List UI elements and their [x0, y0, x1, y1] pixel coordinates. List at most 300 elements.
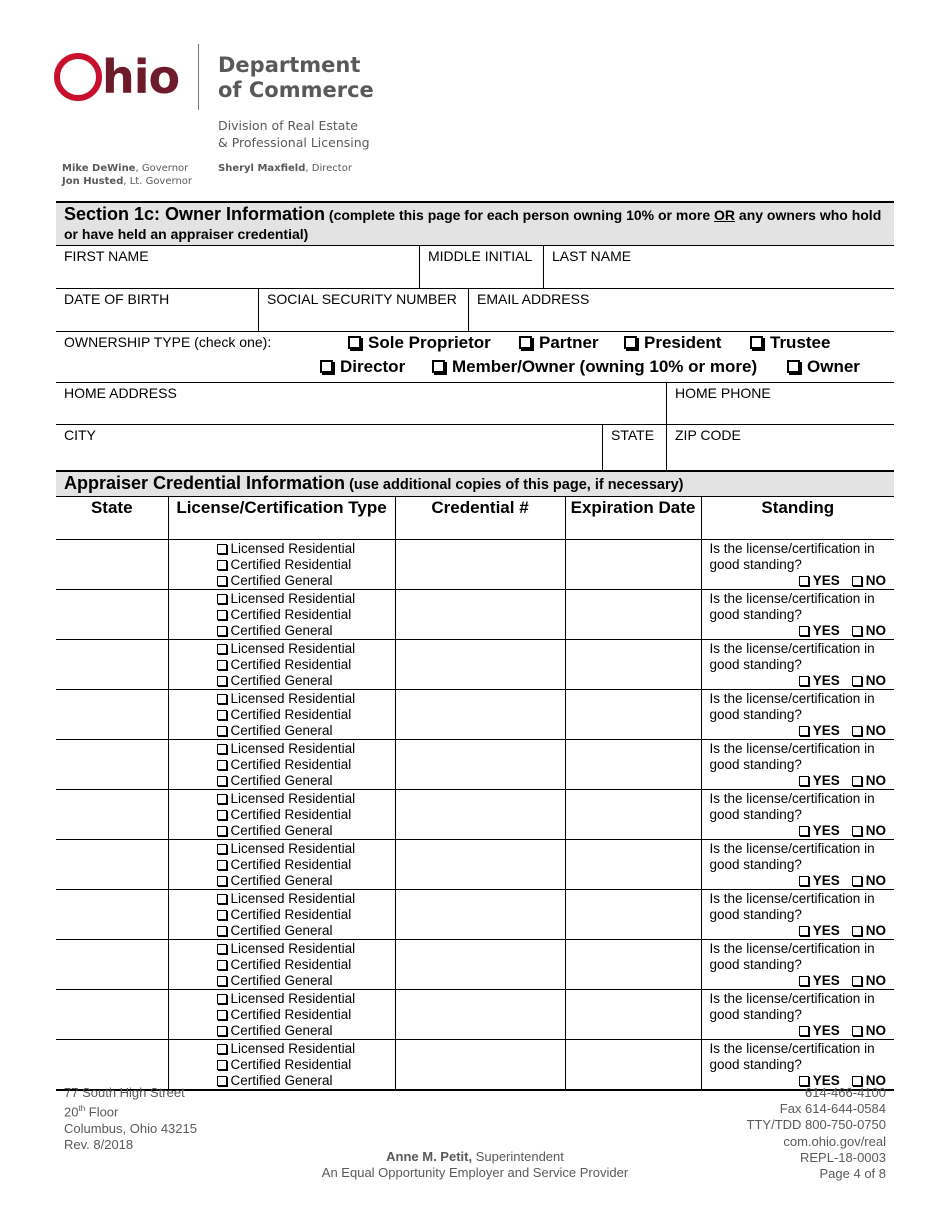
credential-type-cell [168, 589, 395, 639]
ownership-option-label: Partner [539, 333, 599, 352]
home-phone-field[interactable] [666, 383, 894, 424]
license-type-label: Licensed Residential [230, 690, 356, 706]
license-type-label: Certified General [230, 872, 333, 888]
checkbox-icon [217, 560, 227, 570]
standing-question: Is the license/certification in good standing? [709, 590, 875, 622]
standing-cell [701, 989, 894, 1039]
standing-yes-no [710, 623, 891, 639]
license-type-label: Licensed Residential [230, 890, 356, 906]
owner-information-form [56, 201, 894, 1091]
footer-floor-word: Floor [85, 1104, 119, 1120]
standing-yes-no [710, 1023, 891, 1039]
middle-initial-field[interactable] [419, 246, 543, 288]
license-type-option[interactable] [217, 1057, 391, 1073]
standing-cell [701, 689, 894, 739]
license-type-option[interactable] [217, 557, 391, 573]
footer-address [64, 1085, 197, 1153]
ohio-logo-text: hio [102, 50, 180, 104]
standing-yes-label: YES [812, 872, 840, 888]
expiration-date-cell[interactable] [565, 839, 701, 889]
license-type-option[interactable] [217, 691, 391, 707]
footer-page-number: Page 4 of 8 [819, 1166, 886, 1182]
ownership-member-owner-checkbox[interactable] [432, 357, 757, 377]
credential-row [56, 589, 894, 639]
credential-state-cell[interactable] [56, 989, 168, 1039]
standing-no-label: NO [865, 572, 886, 588]
standing-yes-no [710, 723, 891, 739]
standing-yes-checkbox[interactable] [799, 926, 809, 936]
credential-state-cell[interactable] [56, 939, 168, 989]
expiration-date-cell[interactable] [565, 739, 701, 789]
standing-cell [701, 839, 894, 889]
license-type-label: Licensed Residential [230, 990, 356, 1006]
credential-number-cell[interactable] [395, 739, 565, 789]
credential-state-cell[interactable] [56, 789, 168, 839]
checkbox-icon [320, 360, 333, 373]
license-type-label: Certified General [230, 972, 333, 988]
checkbox-icon [787, 360, 800, 373]
expiration-date-cell[interactable] [565, 989, 701, 1039]
license-type-option[interactable] [217, 541, 391, 557]
checkbox-icon [217, 660, 227, 670]
standing-yes-label: YES [812, 572, 840, 588]
license-type-label: Certified Residential [230, 756, 352, 772]
standing-question: Is the license/certification in good standing? [709, 690, 875, 722]
standing-cell [701, 1039, 894, 1090]
standing-yes-checkbox[interactable] [799, 976, 809, 986]
city-field[interactable] [56, 425, 602, 470]
standing-yes-label: YES [812, 922, 840, 938]
license-type-label: Certified General [230, 572, 333, 588]
department-line-2: of Commerce [218, 78, 374, 102]
license-type-label: Certified Residential [230, 956, 352, 972]
standing-no-checkbox[interactable] [852, 626, 862, 636]
ssn-field[interactable] [258, 289, 468, 331]
standing-question: Is the license/certification in good standing? [709, 840, 875, 872]
footer-contact [747, 1085, 886, 1182]
credential-number-cell[interactable] [395, 639, 565, 689]
checkbox-icon [217, 876, 227, 886]
license-type-label: Certified General [230, 922, 333, 938]
standing-yes-checkbox[interactable] [799, 726, 809, 736]
checkbox-icon [624, 336, 637, 349]
license-type-label: Licensed Residential [230, 940, 356, 956]
checkbox-icon [217, 826, 227, 836]
license-type-option[interactable] [217, 873, 391, 889]
standing-no-checkbox[interactable] [852, 876, 862, 886]
footer-floor-suffix: th [78, 1104, 86, 1114]
credential-number-cell[interactable] [395, 839, 565, 889]
expiration-date-cell[interactable] [565, 939, 701, 989]
section-subtitle-a: (complete this page for each person owning 10% or more [325, 207, 715, 223]
zip-code-label: ZIP CODE [675, 427, 741, 443]
license-type-label: Licensed Residential [230, 790, 356, 806]
expiration-date-cell[interactable] [565, 639, 701, 689]
footer-address-line-3: Columbus, Ohio 43215 [64, 1120, 197, 1136]
license-type-option[interactable] [217, 841, 391, 857]
standing-yes-no [710, 823, 891, 839]
standing-no-checkbox[interactable] [852, 676, 862, 686]
credential-section-title: Appraiser Credential Information [64, 473, 346, 493]
standing-yes-label: YES [812, 622, 840, 638]
last-name-field[interactable] [543, 246, 894, 288]
credential-type-cell [168, 889, 395, 939]
checkbox-icon [519, 336, 532, 349]
license-type-label: Certified Residential [230, 556, 352, 572]
department-line-1: Department [218, 53, 361, 77]
standing-no-checkbox[interactable] [852, 1026, 862, 1036]
lt-governor-name: Jon Husted [62, 175, 124, 187]
ownership-partner-checkbox[interactable] [519, 333, 599, 353]
footer-floor-number: 20 [64, 1104, 79, 1120]
standing-cell [701, 539, 894, 589]
license-type-option[interactable] [217, 807, 391, 823]
ownership-option-label: Member/Owner (owning 10% or more) [452, 357, 758, 376]
address-row [56, 382, 894, 425]
credential-row [56, 789, 894, 839]
expiration-date-cell[interactable] [565, 889, 701, 939]
standing-no-label: NO [865, 1072, 886, 1088]
checkbox-icon [217, 710, 227, 720]
footer-address-line-1: 77 South High Street [64, 1085, 185, 1100]
standing-question: Is the license/certification in good standing? [709, 540, 875, 572]
state-field[interactable] [602, 425, 666, 470]
dob-row [56, 289, 894, 332]
checkbox-icon [217, 610, 227, 620]
middle-initial-label: MIDDLE INITIAL [428, 248, 533, 264]
column-header-expiration-date: Expiration Date [565, 497, 701, 539]
last-name-label: LAST NAME [552, 248, 632, 264]
standing-yes-checkbox[interactable] [799, 1026, 809, 1036]
credential-state-cell[interactable] [56, 539, 168, 589]
standing-no-checkbox[interactable] [852, 926, 862, 936]
expiration-date-cell[interactable] [565, 789, 701, 839]
checkbox-icon [217, 744, 227, 754]
credential-row [56, 939, 894, 989]
license-type-label: Certified Residential [230, 1056, 352, 1072]
footer-website[interactable]: com.ohio.gov/real [783, 1133, 886, 1149]
standing-yes-no [710, 973, 891, 989]
credential-type-cell [168, 939, 395, 989]
standing-no-checkbox[interactable] [852, 576, 862, 586]
standing-no-label: NO [865, 972, 886, 988]
standing-no-checkbox[interactable] [852, 976, 862, 986]
footer-address-line-2 [64, 1101, 197, 1121]
city-row [56, 425, 894, 470]
footer-form-number: REPL-18-0003 [800, 1149, 886, 1165]
license-type-label: Certified General [230, 1022, 333, 1038]
superintendent-title: Superintendent [472, 1149, 564, 1164]
column-header-license-type: License/Certification Type [168, 497, 395, 539]
checkbox-icon [217, 726, 227, 736]
standing-no-checkbox[interactable] [852, 776, 862, 786]
home-phone-label: HOME PHONE [675, 385, 771, 401]
name-row [56, 246, 894, 289]
column-header-state: State [90, 498, 133, 517]
standing-yes-checkbox[interactable] [799, 576, 809, 586]
credential-row [56, 639, 894, 689]
ownership-president-checkbox[interactable] [624, 333, 721, 353]
credential-state-cell[interactable] [56, 739, 168, 789]
first-name-label: FIRST NAME [64, 248, 149, 264]
credential-number-cell[interactable] [395, 539, 565, 589]
first-name-field[interactable] [56, 246, 419, 288]
division-line-1: Division of Real Estate [218, 118, 359, 133]
license-type-option[interactable] [217, 623, 391, 639]
checkbox-icon [217, 594, 227, 604]
credential-number-cell[interactable] [395, 689, 565, 739]
credential-type-cell [168, 739, 395, 789]
license-type-option[interactable] [217, 723, 391, 739]
standing-cell [701, 639, 894, 689]
license-type-label: Licensed Residential [230, 740, 356, 756]
credential-state-cell[interactable] [56, 589, 168, 639]
checkbox-icon [432, 360, 445, 373]
license-type-label: Certified General [230, 722, 333, 738]
credential-row [56, 989, 894, 1039]
license-type-label: Certified Residential [230, 856, 352, 872]
standing-no-label: NO [865, 872, 886, 888]
ownership-director-checkbox[interactable] [320, 357, 405, 377]
ownership-option-label: Director [340, 357, 406, 376]
license-type-option[interactable] [217, 791, 391, 807]
logo-divider [198, 44, 199, 110]
credential-type-cell [168, 839, 395, 889]
footer-fax: Fax 614-644-0584 [779, 1101, 886, 1117]
standing-yes-checkbox[interactable] [799, 776, 809, 786]
license-type-option[interactable] [217, 757, 391, 773]
checkbox-icon [217, 944, 227, 954]
expiration-date-cell[interactable] [565, 689, 701, 739]
credential-number-cell[interactable] [395, 889, 565, 939]
standing-yes-checkbox[interactable] [799, 826, 809, 836]
standing-cell [701, 739, 894, 789]
license-type-option[interactable] [217, 673, 391, 689]
credential-table [56, 497, 894, 1091]
license-type-option[interactable] [217, 573, 391, 589]
credential-row [56, 739, 894, 789]
credential-state-cell[interactable] [56, 689, 168, 739]
checkbox-icon [217, 976, 227, 986]
standing-yes-checkbox[interactable] [799, 676, 809, 686]
standing-cell [701, 939, 894, 989]
checkbox-icon [217, 994, 227, 1004]
superintendent-name: Anne M. Petit, [386, 1149, 473, 1164]
license-type-option[interactable] [217, 1073, 391, 1089]
credential-row [56, 689, 894, 739]
checkbox-icon [217, 910, 227, 920]
department-name [218, 53, 374, 103]
ownership-sole-proprietor-checkbox[interactable] [348, 333, 491, 353]
license-type-option[interactable] [217, 591, 391, 607]
expiration-date-cell[interactable] [565, 589, 701, 639]
checkbox-icon [217, 626, 227, 636]
credential-row [56, 889, 894, 939]
expiration-date-cell[interactable] [565, 539, 701, 589]
standing-yes-checkbox[interactable] [799, 1076, 809, 1086]
standing-question: Is the license/certification in good standing? [709, 990, 875, 1022]
standing-yes-checkbox[interactable] [799, 876, 809, 886]
footer-tty: TTY/TDD 800-750-0750 [746, 1117, 886, 1133]
ownership-option-label: Owner [807, 357, 860, 376]
zip-code-field[interactable] [666, 425, 894, 470]
license-type-option[interactable] [217, 973, 391, 989]
license-type-option[interactable] [217, 923, 391, 939]
standing-question: Is the license/certification in good standing? [709, 640, 875, 672]
standing-question: Is the license/certification in good standing? [709, 1040, 875, 1072]
license-type-option[interactable] [217, 1023, 391, 1039]
ownership-trustee-checkbox[interactable] [750, 333, 830, 353]
credential-state-cell[interactable] [56, 889, 168, 939]
home-address-field[interactable] [56, 383, 666, 424]
footer-revision: Rev. 8/2018 [64, 1136, 134, 1152]
checkbox-icon [750, 336, 763, 349]
standing-no-label: NO [865, 672, 886, 688]
checkbox-icon [217, 694, 227, 704]
license-type-label: Certified Residential [230, 706, 352, 722]
standing-yes-no [710, 873, 891, 889]
director-title: , Director [305, 163, 352, 174]
checkbox-icon [217, 576, 227, 586]
license-type-option[interactable] [217, 907, 391, 923]
checkbox-icon [217, 844, 227, 854]
director-name: Sheryl Maxfield [218, 163, 306, 174]
standing-yes-no [710, 773, 891, 789]
column-header-credential-number: Credential # [395, 497, 565, 539]
standing-no-checkbox[interactable] [852, 826, 862, 836]
license-type-label: Certified Residential [230, 806, 352, 822]
credential-section-subtitle: (use additional copies of this page, if necessary) [345, 477, 684, 493]
standing-yes-no [710, 923, 891, 939]
license-type-option[interactable] [217, 773, 391, 789]
credential-number-cell[interactable] [395, 789, 565, 839]
standing-yes-no [710, 573, 891, 589]
credential-state-cell[interactable] [56, 839, 168, 889]
standing-question: Is the license/certification in good standing? [709, 740, 875, 772]
ownership-type-label: OWNERSHIP TYPE (check one): [64, 334, 272, 350]
credential-number-cell[interactable] [395, 939, 565, 989]
checkbox-icon [217, 644, 227, 654]
ssn-label: SOCIAL SECURITY NUMBER [267, 291, 457, 307]
checkbox-icon [217, 776, 227, 786]
standing-cell [701, 889, 894, 939]
credential-type-cell [168, 789, 395, 839]
checkbox-icon [217, 1044, 227, 1054]
footer-phone: 614-466-4100 [805, 1085, 886, 1100]
governor-name: Mike DeWine [62, 163, 136, 174]
column-header-standing: Standing [701, 497, 894, 539]
license-type-label: Licensed Residential [230, 1040, 356, 1056]
standing-yes-checkbox[interactable] [799, 626, 809, 636]
city-label: CITY [64, 427, 96, 443]
license-type-option[interactable] [217, 941, 391, 957]
license-type-option[interactable] [217, 891, 391, 907]
credential-state-cell[interactable] [56, 639, 168, 689]
checkbox-icon [217, 810, 227, 820]
dob-label: DATE OF BIRTH [64, 291, 170, 307]
email-field[interactable] [468, 289, 894, 331]
license-type-option[interactable] [217, 857, 391, 873]
standing-question: Is the license/certification in good standing? [709, 890, 875, 922]
license-type-option[interactable] [217, 1041, 391, 1057]
section-title: Section 1c: Owner Information [64, 204, 326, 224]
footer-eeo-statement: An Equal Opportunity Employer and Service Provider [321, 1165, 629, 1181]
license-type-option[interactable] [217, 607, 391, 623]
credential-row [56, 539, 894, 589]
standing-yes-no [710, 673, 891, 689]
ownership-type-row [56, 332, 894, 382]
credential-state-cell[interactable] [56, 1039, 168, 1090]
division-name [218, 117, 370, 151]
license-type-label: Certified Residential [230, 1006, 352, 1022]
standing-no-checkbox[interactable] [852, 1076, 862, 1086]
standing-no-label: NO [865, 722, 886, 738]
standing-question: Is the license/certification in good standing? [709, 940, 875, 972]
credential-row [56, 1039, 894, 1090]
standing-no-label: NO [865, 622, 886, 638]
license-type-option[interactable] [217, 823, 391, 839]
home-address-label: HOME ADDRESS [64, 385, 177, 401]
credential-type-cell [168, 1039, 395, 1090]
standing-no-label: NO [865, 822, 886, 838]
checkbox-icon [217, 860, 227, 870]
license-type-label: Certified General [230, 822, 333, 838]
checkbox-icon [217, 1060, 227, 1070]
checkbox-icon [217, 794, 227, 804]
license-type-option[interactable] [217, 741, 391, 757]
license-type-label: Certified Residential [230, 906, 352, 922]
dob-field[interactable] [56, 289, 258, 331]
license-type-label: Certified General [230, 772, 333, 788]
standing-yes-label: YES [812, 1022, 840, 1038]
license-type-label: Licensed Residential [230, 640, 356, 656]
checkbox-icon [217, 760, 227, 770]
license-type-option[interactable] [217, 657, 391, 673]
license-type-option[interactable] [217, 991, 391, 1007]
lt-governor-title: , Lt. Governor [123, 175, 193, 187]
standing-no-label: NO [865, 772, 886, 788]
standing-yes-label: YES [812, 672, 840, 688]
checkbox-icon [217, 544, 227, 554]
checkbox-icon [348, 336, 361, 349]
credential-row [56, 839, 894, 889]
credential-number-cell[interactable] [395, 989, 565, 1039]
division-line-2: & Professional Licensing [218, 135, 370, 150]
license-type-label: Certified General [230, 622, 333, 638]
credential-type-cell [168, 689, 395, 739]
standing-yes-label: YES [812, 722, 840, 738]
standing-no-checkbox[interactable] [852, 726, 862, 736]
license-type-option[interactable] [217, 957, 391, 973]
expiration-date-cell[interactable] [565, 1039, 701, 1090]
standing-no-label: NO [865, 1022, 886, 1038]
standing-yes-label: YES [812, 1072, 840, 1088]
ownership-owner-checkbox[interactable] [787, 357, 860, 377]
state-label: STATE [611, 427, 655, 443]
credential-number-cell[interactable] [395, 1039, 565, 1090]
license-type-option[interactable] [217, 1007, 391, 1023]
license-type-option[interactable] [217, 707, 391, 723]
license-type-label: Licensed Residential [230, 590, 356, 606]
section-subtitle-or: OR [714, 207, 736, 223]
appraiser-credential-header [56, 470, 894, 497]
officials-governor [62, 163, 192, 188]
credential-number-cell[interactable] [395, 589, 565, 639]
section-subtitle-b: any owners who hold or have held an appraiser credential) [64, 207, 882, 242]
license-type-label: Licensed Residential [230, 840, 356, 856]
standing-yes-label: YES [812, 972, 840, 988]
license-type-option[interactable] [217, 641, 391, 657]
